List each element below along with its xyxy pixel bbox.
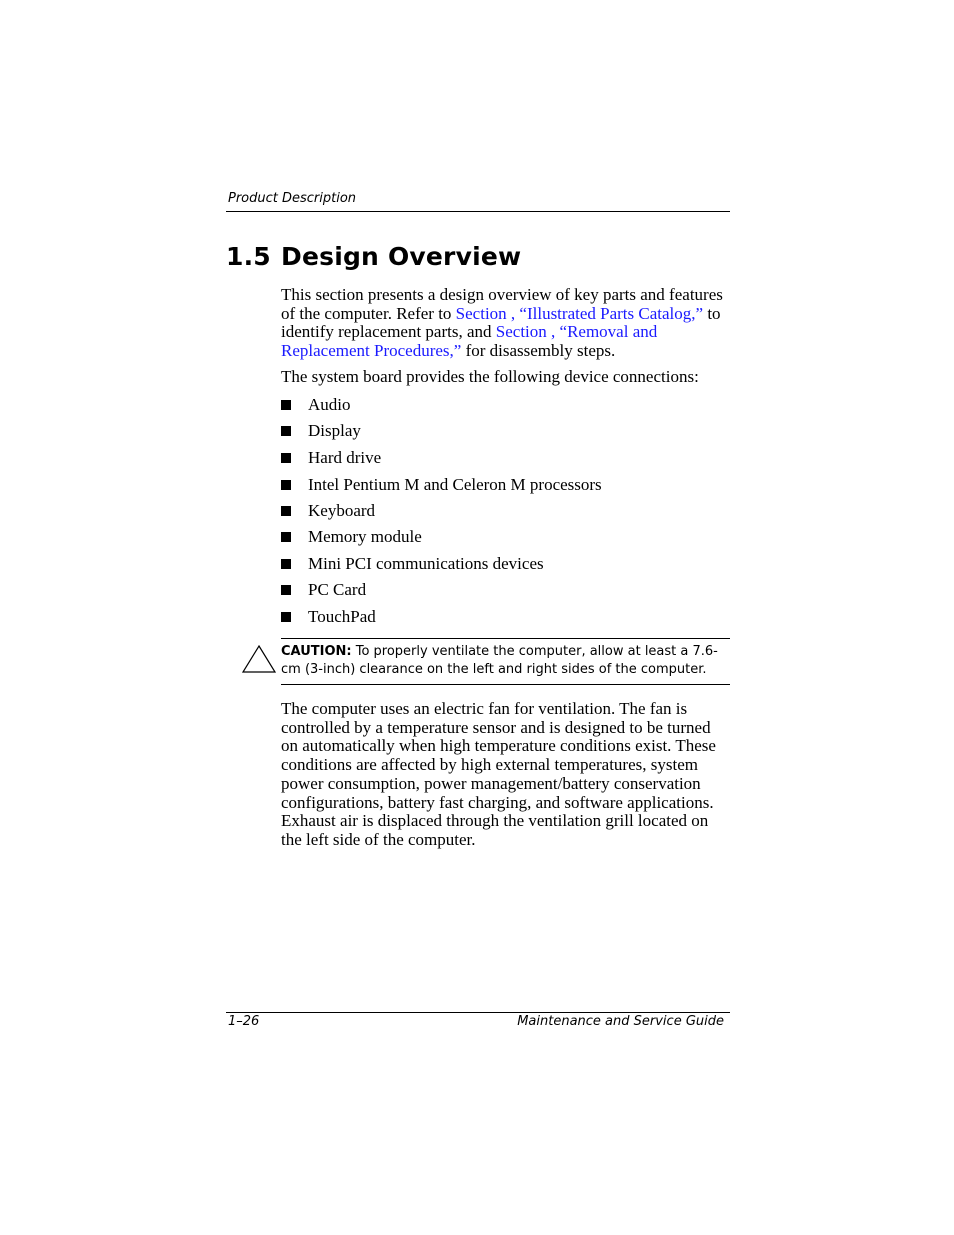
section-title: Design Overview [281,242,522,271]
header-rule [226,211,730,212]
bullet-square [281,506,291,516]
connections-intro: The system board provides the following device connections: [281,367,699,386]
caution-note [281,643,731,679]
intro-text-2: to identify replacement parts, and [281,303,721,342]
warning-triangle-icon [241,644,277,674]
bullet-square [281,559,291,569]
bullet-square [281,453,291,463]
fan-paragraph: The computer uses an electric fan for ventilation. The fan is controlled by a temperature sensor and is designed to be turned on automatically when high temperature conditions exist. These conditions are affected by high external temperatures, system power consumption, power management/battery conservation configurations, battery fast charging, and software applications. Exhaust air is displaced through the ventilation grill located on the left side of the computer. [281,699,716,849]
caution-top-rule [281,638,730,639]
link-illustrated-parts-catalog[interactable]: Section , “Illustrated Parts Catalog,” [455,303,704,323]
caution-label: CAUTION: [281,644,352,659]
intro-paragraph [281,286,731,361]
bullet-square [281,480,291,490]
page-number: 1–26 [228,1014,260,1029]
bullet-square [281,426,291,436]
intro-text-1: This section presents a design overview of key parts and features of the computer. Refer to [281,285,723,323]
intro-text-3: for disassembly steps. [461,341,616,361]
link-removal-replacement-procedures[interactable]: Section , “Removal and Replacement Procedures,” [281,322,658,361]
caution-text: To properly ventilate the computer, allow at least a 7.6-cm (3-inch) clearance on the left and right sides of the computer. [281,644,718,677]
running-title: Product Description [228,191,357,206]
section-heading [226,242,521,271]
bullet-square [281,400,291,410]
bullet-square [281,612,291,622]
section-number: 1.5 [226,242,271,271]
caution-bottom-rule [281,684,730,685]
bullet-square [281,532,291,542]
guide-title: Maintenance and Service Guide [517,1014,724,1029]
bullet-square [281,585,291,595]
footer-rule [226,1012,730,1013]
